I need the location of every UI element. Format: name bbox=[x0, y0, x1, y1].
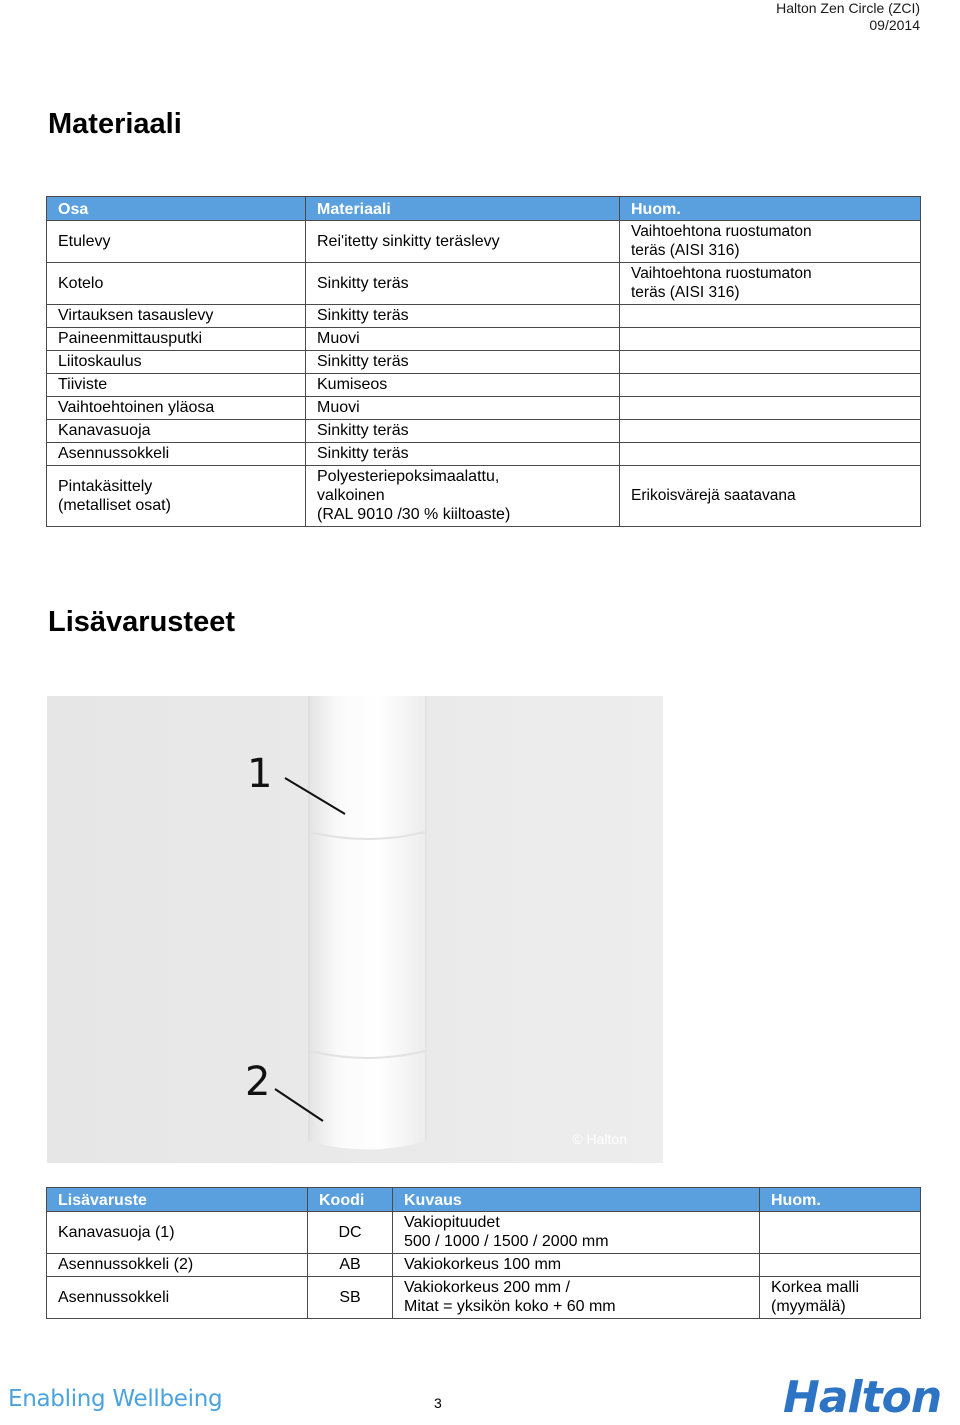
table-row bbox=[47, 263, 921, 305]
cell-description: Vakiokorkeus 100 mm bbox=[393, 1254, 760, 1277]
cell-part: Vaihtoehtoinen yläosa bbox=[47, 397, 306, 420]
cell-note: Vaihtoehtona ruostumaton teräs (AISI 316) bbox=[620, 263, 921, 305]
document-header bbox=[776, 0, 920, 34]
col-header-description: Kuvaus bbox=[393, 1188, 760, 1212]
cell-note: Erikoisvärejä saatavana bbox=[620, 466, 921, 527]
materials-table bbox=[46, 196, 921, 527]
callout-1-label: 1 bbox=[247, 751, 273, 797]
cell-code: AB bbox=[308, 1254, 393, 1277]
cell-material: Sinkitty teräs bbox=[306, 305, 620, 328]
table-row bbox=[47, 443, 921, 466]
table-row bbox=[47, 374, 921, 397]
cell-part: Etulevy bbox=[47, 221, 306, 263]
materials-heading: Materiaali bbox=[48, 108, 182, 140]
cell-part: Tiiviste bbox=[47, 374, 306, 397]
table-row bbox=[47, 466, 921, 527]
cell-note bbox=[760, 1212, 921, 1254]
cell-material: Kumiseos bbox=[306, 374, 620, 397]
cell-part: Kotelo bbox=[47, 263, 306, 305]
header-product: Halton Zen Circle (ZCI) bbox=[776, 0, 920, 16]
cell-material: Sinkitty teräs bbox=[306, 263, 620, 305]
cell-note bbox=[620, 305, 921, 328]
cell-note: Vaihtoehtona ruostumaton teräs (AISI 316) bbox=[620, 221, 921, 263]
cell-accessory: Kanavasuoja (1) bbox=[47, 1212, 308, 1254]
callout-2-label: 2 bbox=[245, 1059, 271, 1105]
footer-tagline: Enabling Wellbeing bbox=[8, 1386, 223, 1412]
duct-illustration bbox=[47, 696, 663, 1163]
page-number: 3 bbox=[434, 1395, 442, 1411]
cell-part: Pintakäsittely (metalliset osat) bbox=[47, 466, 306, 527]
cell-note bbox=[620, 328, 921, 351]
table-row bbox=[47, 420, 921, 443]
cell-description: Vakiokorkeus 200 mm / Mitat = yksikön koko + 60 mm bbox=[393, 1277, 760, 1319]
accessory-photo bbox=[47, 696, 663, 1163]
cell-material: Sinkitty teräs bbox=[306, 351, 620, 374]
table-row bbox=[47, 397, 921, 420]
cell-note bbox=[620, 351, 921, 374]
cell-accessory: Asennussokkeli bbox=[47, 1277, 308, 1319]
halton-logo: Halton bbox=[783, 1372, 942, 1423]
cell-accessory: Asennussokkeli (2) bbox=[47, 1254, 308, 1277]
col-header-material: Materiaali bbox=[306, 197, 620, 221]
cell-note bbox=[620, 397, 921, 420]
col-header-code: Koodi bbox=[308, 1188, 393, 1212]
cell-code: DC bbox=[308, 1212, 393, 1254]
col-header-accessory: Lisävaruste bbox=[47, 1188, 308, 1212]
table-row bbox=[47, 221, 921, 263]
cell-part: Virtauksen tasauslevy bbox=[47, 305, 306, 328]
cell-note bbox=[620, 443, 921, 466]
table-row bbox=[47, 328, 921, 351]
cell-code: SB bbox=[308, 1277, 393, 1319]
cell-material: Sinkitty teräs bbox=[306, 443, 620, 466]
header-date: 09/2014 bbox=[869, 17, 920, 33]
col-header-note: Huom. bbox=[760, 1188, 921, 1212]
table-row bbox=[47, 305, 921, 328]
materials-header-row bbox=[47, 197, 921, 221]
cell-material: Muovi bbox=[306, 328, 620, 351]
col-header-note: Huom. bbox=[620, 197, 921, 221]
accessories-heading: Lisävarusteet bbox=[48, 606, 235, 638]
table-row bbox=[47, 1212, 921, 1254]
cell-part: Asennussokkeli bbox=[47, 443, 306, 466]
cell-material: Muovi bbox=[306, 397, 620, 420]
cell-material: Polyesteriepoksimaalattu, valkoinen (RAL 9010 /30 % kiiltoaste) bbox=[306, 466, 620, 527]
cell-part: Kanavasuoja bbox=[47, 420, 306, 443]
table-row bbox=[47, 1277, 921, 1319]
col-header-part: Osa bbox=[47, 197, 306, 221]
copyright-mark: © Halton bbox=[572, 1131, 627, 1147]
table-row bbox=[47, 351, 921, 374]
cell-note bbox=[620, 420, 921, 443]
cell-description: Vakiopituudet 500 / 1000 / 1500 / 2000 mm bbox=[393, 1212, 760, 1254]
table-row bbox=[47, 1254, 921, 1277]
cell-note bbox=[760, 1254, 921, 1277]
cell-material: Rei'itetty sinkitty teräslevy bbox=[306, 221, 620, 263]
accessories-header-row bbox=[47, 1188, 921, 1212]
cell-note: Korkea malli (myymälä) bbox=[760, 1277, 921, 1319]
accessories-table bbox=[46, 1187, 921, 1319]
cell-note bbox=[620, 374, 921, 397]
cell-part: Paineenmittausputki bbox=[47, 328, 306, 351]
cell-material: Sinkitty teräs bbox=[306, 420, 620, 443]
cell-part: Liitoskaulus bbox=[47, 351, 306, 374]
